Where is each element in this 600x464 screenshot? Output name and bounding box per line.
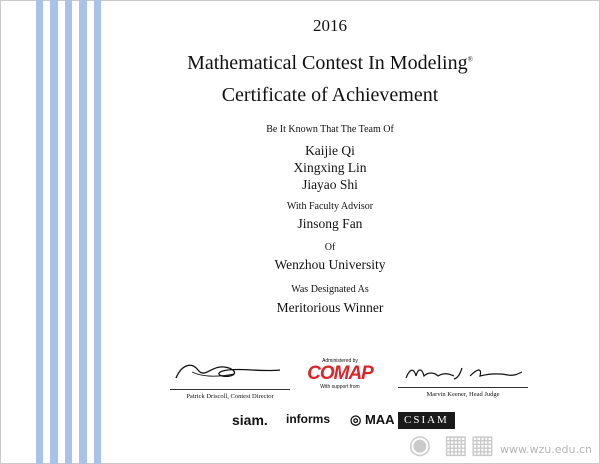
judge-signature [398, 364, 528, 382]
csiam-logo: CSIAM [398, 412, 455, 429]
stripe-4 [79, 0, 87, 464]
team-member-2: Xingxing Lin [293, 160, 367, 175]
stripe-3 [65, 0, 72, 464]
maa-logo [350, 412, 395, 428]
siam-logo: siam. [232, 412, 268, 428]
director-caption: Patrick Driscoll, Contest Director [186, 393, 274, 400]
director-signature [170, 358, 290, 384]
stripe-1 [36, 0, 43, 464]
maa-logo-text: MAA [364, 412, 395, 427]
director-signature-block [170, 358, 290, 400]
judge-caption: Marvin Keener, Head Judge [426, 391, 500, 398]
of-label: Of [324, 242, 336, 253]
university-watermark [408, 430, 592, 460]
watermark-url: www.wzu.edu.cn [500, 443, 592, 456]
support-from-label: With support from [320, 384, 360, 390]
advisor-label: With Faculty Advisor [286, 201, 374, 212]
team-member-3: Jiayao Shi [302, 177, 358, 192]
stripe-2 [50, 0, 58, 464]
intro-text: Be It Known That The Team Of [266, 124, 394, 135]
contest-title-text: Mathematical Contest In Modeling [187, 52, 468, 74]
designated-label: Was Designated As [291, 284, 369, 295]
contest-title [140, 52, 520, 75]
certificate-title: Certificate of Achievement [221, 84, 439, 106]
advisor-name: Jinsong Fan [297, 216, 363, 231]
award-title: Meritorious Winner [276, 300, 384, 315]
team-member-1: Kaijie Qi [305, 143, 355, 158]
administrator-block [300, 358, 380, 390]
institution-name: Wenzhou University [274, 257, 386, 272]
judge-signature-line [398, 387, 528, 388]
stripe-5 [94, 0, 101, 464]
director-signature-line [170, 389, 290, 390]
decorative-stripes [0, 0, 110, 464]
maa-seal-icon: ◎ [350, 412, 362, 427]
comap-logo: COMAP [307, 363, 373, 384]
registered-mark: ® [467, 55, 473, 64]
judge-signature-block [398, 364, 528, 398]
informs-logo: informs [286, 412, 331, 426]
sponsor-logos [232, 412, 532, 430]
certificate-year: 2016 [313, 16, 347, 35]
administered-by-label: Administered by [322, 358, 358, 364]
watermark-logo-icon: ◉ ▦▦ [408, 430, 497, 460]
